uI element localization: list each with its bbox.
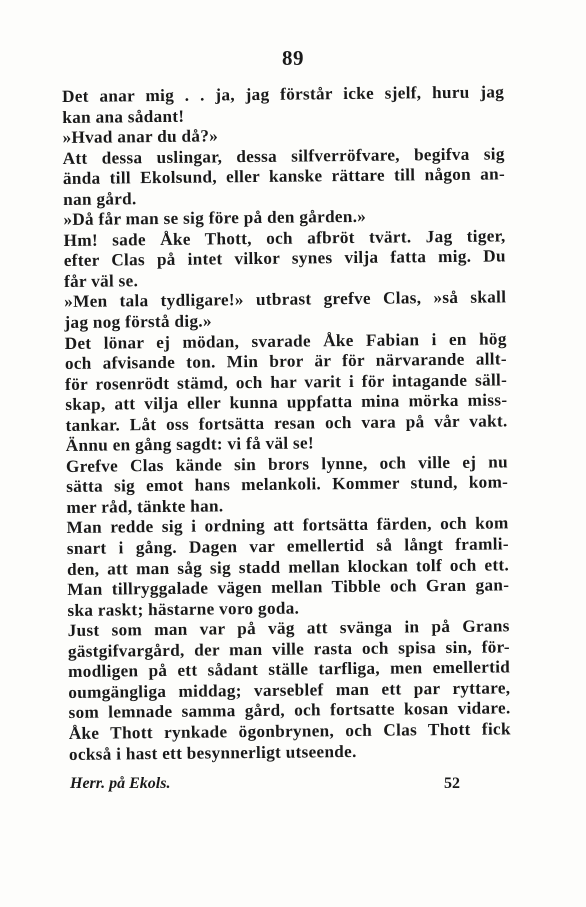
text-line: får väl se. (63, 271, 139, 291)
text-line: Det lönar ej mödan, svarade Åke Fabian i en hög (64, 328, 507, 353)
text-line: som lemnade samma gård, och fortsatte kosan vidare. (68, 698, 511, 723)
page-number: 89 (282, 46, 304, 70)
signature-mark: Herr. på Ekols. (70, 775, 171, 792)
text-line: Ännu en gång sagdt: vi få väl se! (65, 433, 315, 456)
text-line: efter Clas på intet vilkor synes vilja fatta mig. Du (63, 246, 506, 271)
text-line: Det anar mig . . ja, jag förstår icke sjelf, huru jag (62, 82, 505, 106)
text-line: skap, att vilja eller kunna uppfatta mina mörka miss- (65, 390, 508, 415)
sheet-number: 52 (444, 775, 460, 792)
text-line: Att dessa uslingar, dessa silfverröfvare, begifva sig (62, 144, 505, 168)
body-text (62, 82, 511, 765)
text-line: oumgängliga middag; varseblef man ett par ryttare, (68, 678, 511, 702)
text-line: »Då får man se sig före på den gården.» (63, 207, 367, 230)
text-line: »Men tala tydligare!» utbrast grefve Clas, »så skall (64, 287, 507, 312)
text-line: gästgifvargård, der man ville rasta och spisa sin, för- (67, 637, 510, 661)
text-line: Hm! sade Åke Thott, och afbröt tvärt. Jag tiger, (63, 226, 506, 250)
text-line: mer råd, tänkte han. (66, 496, 224, 517)
text-line: nan gård. (63, 188, 137, 209)
text-line: Åke Thott rynkade ögonbrynen, och Clas Thott fick (68, 719, 511, 743)
text-line: och afvisande ton. Min bror är för närvarande allt- (64, 349, 507, 374)
text-line: kan ana sådant! (62, 106, 185, 127)
text-line: jag nog förstå dig.» (64, 311, 212, 333)
text-line: snart i gång. Dagen var emellertid så långt framli- (66, 534, 509, 559)
text-line: tankar. Låt oss fortsätta resan och vara på vår vakt. (65, 411, 508, 435)
text-line: Just som man var på väg att svänga in på Grans (67, 616, 510, 641)
text-line: »Hvad anar du då?» (62, 126, 219, 148)
text-line: modligen på ett sådant ställe tarfliga, men emellertid (68, 657, 511, 682)
text-line: ända till Ekolsund, eller kanske rättare till någon an- (62, 164, 506, 189)
text-line: Grefve Clas kände sin brors lynne, och ville ej nu (65, 452, 509, 476)
text-line: också i hast ett besynnerligt utseende. (68, 741, 357, 764)
text-line: ska raskt; hästarne voro goda. (67, 598, 300, 620)
text-line: den, att man såg sig stadd mellan klockan tolf och ett. (66, 554, 510, 579)
text-line: sätta sig emot hans melankoli. Kommer stund, kom- (66, 472, 509, 497)
text-line: Man redde sig i ordning att fortsätta färden, och kom (66, 513, 509, 538)
text-line: Man tillryggalade vägen mellan Tibble och Gran gan- (67, 575, 510, 600)
text-line: för rosenrödt stämd, och har varit i för intagande säll- (65, 370, 508, 394)
